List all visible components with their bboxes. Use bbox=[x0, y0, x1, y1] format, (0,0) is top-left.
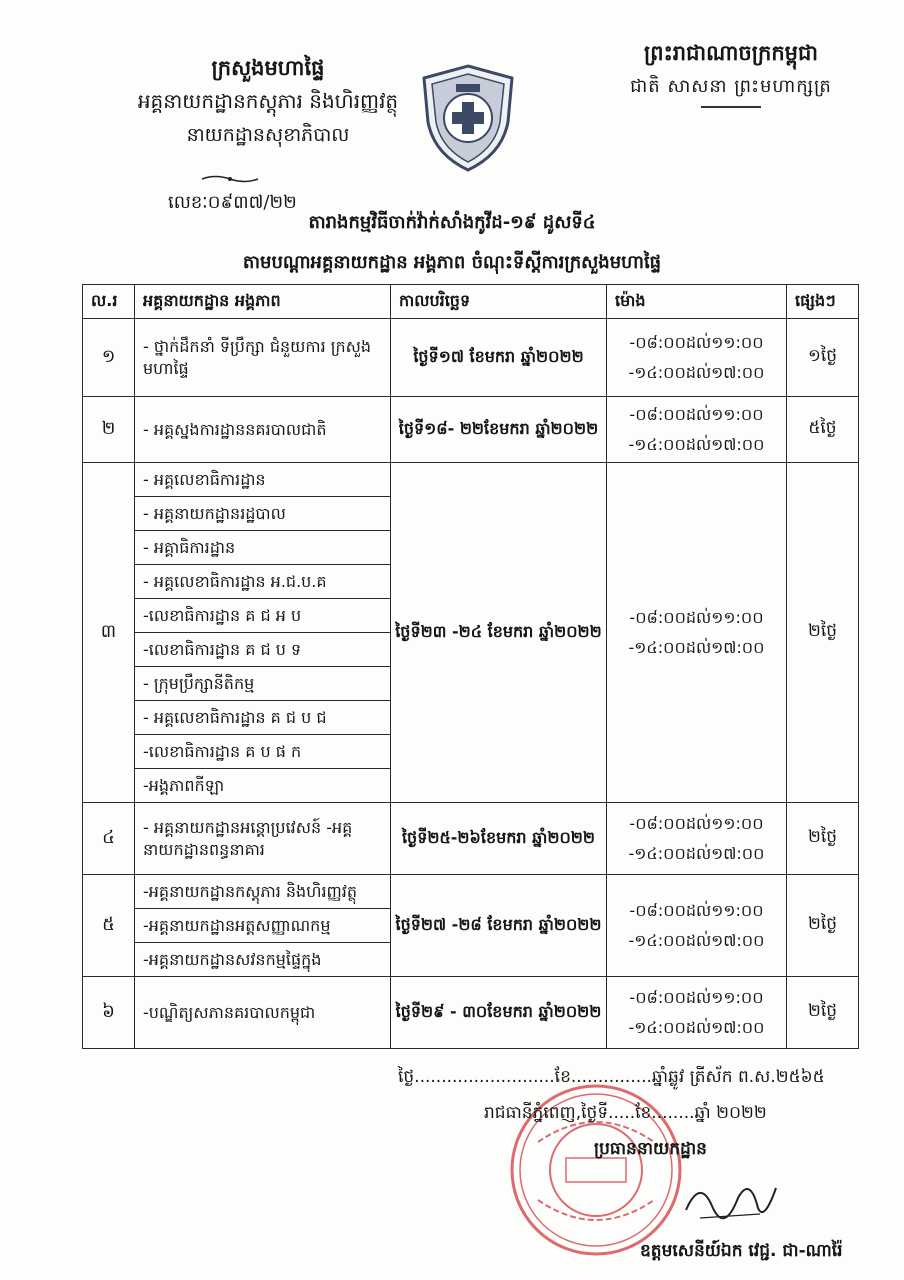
header-right bbox=[596, 36, 866, 108]
row-unit: - ក្រុមប្រឹក្សានីតិកម្ម bbox=[135, 667, 391, 701]
table-row bbox=[83, 397, 859, 463]
row-unit: -អង្គភាពកីឡា bbox=[135, 769, 391, 803]
document-subtitle: តាមបណ្តាអគ្គនាយកដ្ឋាន អង្គភាព ចំណុះទីស្តីការក្រសួងមហាផ្ទៃ bbox=[242, 252, 662, 273]
row-unit: -លេខាធិការដ្ឋាន គ ជ ប ទ bbox=[135, 633, 391, 667]
time-morning: -០៨:០០ដល់១១:០០ bbox=[629, 813, 764, 833]
row-time bbox=[607, 977, 787, 1049]
row-unit: - ថ្នាក់ដឹកនាំ ទីប្រឹក្សា ជំនួយការ ក្រសួងមហាផ្ទៃ bbox=[135, 319, 391, 397]
row-unit: - អគ្គស្នងការដ្ឋាននគរបាលជាតិ bbox=[135, 397, 391, 463]
row-date: ថ្ងៃទី២៩ - ៣០ខែមករា ឆ្នាំ២០២២ bbox=[391, 977, 607, 1049]
motto-divider bbox=[701, 106, 761, 108]
header-days: ផ្សេងៗ bbox=[787, 285, 859, 319]
row-time bbox=[607, 463, 787, 803]
table-row bbox=[83, 463, 859, 497]
row-days: ២ថ្ងៃ bbox=[787, 463, 859, 803]
signer-name: ឧត្តមសេនីយ៍ឯក វេជ្ជ. ជា-ណារ៉ៃ bbox=[640, 1241, 843, 1261]
header-unit: អគ្គនាយកដ្ឋាន អង្គភាព bbox=[135, 285, 391, 319]
header-no: ល.រ bbox=[83, 285, 135, 319]
row-unit: - អគ្គលេខាធិការដ្ឋាន bbox=[135, 463, 391, 497]
row-unit: -លេខាធិការដ្ឋាន គ ប ផ ក bbox=[135, 735, 391, 769]
row-unit: - អគ្គលេខាធិការដ្ឋាន គ ជ ប ជ bbox=[135, 701, 391, 735]
row-no: ៣ bbox=[83, 463, 135, 803]
row-unit: -លេខាធិការដ្ឋាន គ ជ អ ប bbox=[135, 599, 391, 633]
row-days: ១ថ្ងៃ bbox=[787, 319, 859, 397]
table-row bbox=[83, 803, 859, 875]
row-unit: - អគ្គាធិការដ្ឋាន bbox=[135, 531, 391, 565]
reference-number: លេខៈ០៩៣៧/២២ bbox=[168, 192, 297, 213]
time-morning: -០៨:០០ដល់១១:០០ bbox=[629, 607, 764, 627]
time-afternoon: -១៤:០០ដល់១៧:០០ bbox=[628, 930, 765, 950]
time-afternoon: -១៤:០០ដល់១៧:០០ bbox=[628, 434, 765, 454]
national-motto: ជាតិ សាសនា ព្រះមហាក្សត្រ bbox=[630, 76, 832, 97]
signer-title: ប្រធាននាយកដ្ឋាន bbox=[594, 1139, 707, 1159]
table-row bbox=[83, 875, 859, 909]
ministry-name: ក្រសួងមហាផ្ទៃ bbox=[211, 56, 325, 80]
lunar-date-line: ថ្ងៃ..........................ខែ...............ឆ្នាំឆ្លូវ ត្រីស័ក ព.ស.២៥៦៥ bbox=[398, 1067, 825, 1087]
ornament-divider bbox=[200, 174, 260, 184]
department-name: អគ្គនាយកដ្ឋានកស្តុភារ និងហិរញ្ញវត្ថុ bbox=[137, 89, 399, 113]
signature bbox=[680, 1168, 780, 1228]
row-date: ថ្ងៃទី១៧ ខែមករា ឆ្នាំ២០២២ bbox=[391, 319, 607, 397]
place-date-line: រាជធានីភ្នំពេញ,ថ្ងៃទី.....ខែ........ឆ្នាំ ២០២២ bbox=[484, 1103, 767, 1123]
row-time bbox=[607, 875, 787, 977]
time-morning: -០៨:០០ដល់១១:០០ bbox=[629, 404, 764, 424]
header-left bbox=[118, 52, 418, 152]
table-row bbox=[83, 977, 859, 1049]
row-date: ថ្ងៃទី២៧ -២៨ ខែមករា ឆ្នាំ២០២២ bbox=[391, 875, 607, 977]
row-days: ២ថ្ងៃ bbox=[787, 977, 859, 1049]
kingdom-name: ព្រះរាជាណាចក្រកម្ពុជា bbox=[643, 41, 818, 65]
health-police-emblem bbox=[418, 62, 518, 174]
time-afternoon: -១៤:០០ដល់១៧:០០ bbox=[628, 1017, 765, 1037]
row-days: ៥ថ្ងៃ bbox=[787, 397, 859, 463]
time-morning: -០៨:០០ដល់១១:០០ bbox=[629, 987, 764, 1007]
row-date: ថ្ងៃទី១៨- ២២ខែមករា ឆ្នាំ២០២២ bbox=[391, 397, 607, 463]
row-days: ២ថ្ងៃ bbox=[787, 875, 859, 977]
row-unit: -បណ្ឌិត្យសភានគរបាលកម្ពុជា bbox=[135, 977, 391, 1049]
time-afternoon: -១៤:០០ដល់១៧:០០ bbox=[628, 637, 765, 657]
time-morning: -០៨:០០ដល់១១:០០ bbox=[629, 332, 764, 352]
vaccination-schedule-table bbox=[82, 284, 859, 1049]
header-date: កាលបរិច្ឆេទ bbox=[391, 285, 607, 319]
row-no: ២ bbox=[83, 397, 135, 463]
row-unit: -អគ្គនាយកដ្ឋានកស្តុភារ និងហិរញ្ញវត្ថុ bbox=[135, 875, 391, 909]
row-unit: - អគ្គនាយកដ្ឋានរដ្ឋបាល bbox=[135, 497, 391, 531]
division-name: នាយកដ្ឋានសុខាភិបាល bbox=[186, 124, 350, 146]
row-unit: -អគ្គនាយកដ្ឋានអត្តសញ្ញាណកម្ម bbox=[135, 909, 391, 943]
time-afternoon: -១៤:០០ដល់១៧:០០ bbox=[628, 362, 765, 382]
time-afternoon: -១៤:០០ដល់១៧:០០ bbox=[628, 843, 765, 863]
table-row bbox=[83, 319, 859, 397]
row-unit: - អគ្គលេខាធិការដ្ឋាន អ.ជ.ប.គ bbox=[135, 565, 391, 599]
row-no: ១ bbox=[83, 319, 135, 397]
row-no: ៤ bbox=[83, 803, 135, 875]
header-time: ម៉ោង bbox=[607, 285, 787, 319]
document-title: តារាងកម្មវិធីចាក់វ៉ាក់សាំងកូវីដ-១៩ ដូសទី៤ bbox=[308, 212, 596, 233]
row-time bbox=[607, 397, 787, 463]
row-date: ថ្ងៃទី២៣ -២៤ ខែមករា ឆ្នាំ២០២២ bbox=[391, 463, 607, 803]
row-time bbox=[607, 803, 787, 875]
row-no: ៦ bbox=[83, 977, 135, 1049]
row-date: ថ្ងៃទី២៥-២៦ខែមករា ឆ្នាំ២០២២ bbox=[391, 803, 607, 875]
row-unit: - អគ្គនាយកដ្ឋានអន្តោប្រវេសន៍ -អគ្គនាយកដ្ឋានពន្ធនាគារ bbox=[135, 803, 391, 875]
row-time bbox=[607, 319, 787, 397]
table-header-row bbox=[83, 285, 859, 319]
row-days: ២ថ្ងៃ bbox=[787, 803, 859, 875]
row-no: ៥ bbox=[83, 875, 135, 977]
row-unit: -អគ្គនាយកដ្ឋានសវនកម្មផ្ទៃក្នុង bbox=[135, 943, 391, 977]
time-morning: -០៨:០០ដល់១១:០០ bbox=[629, 900, 764, 920]
